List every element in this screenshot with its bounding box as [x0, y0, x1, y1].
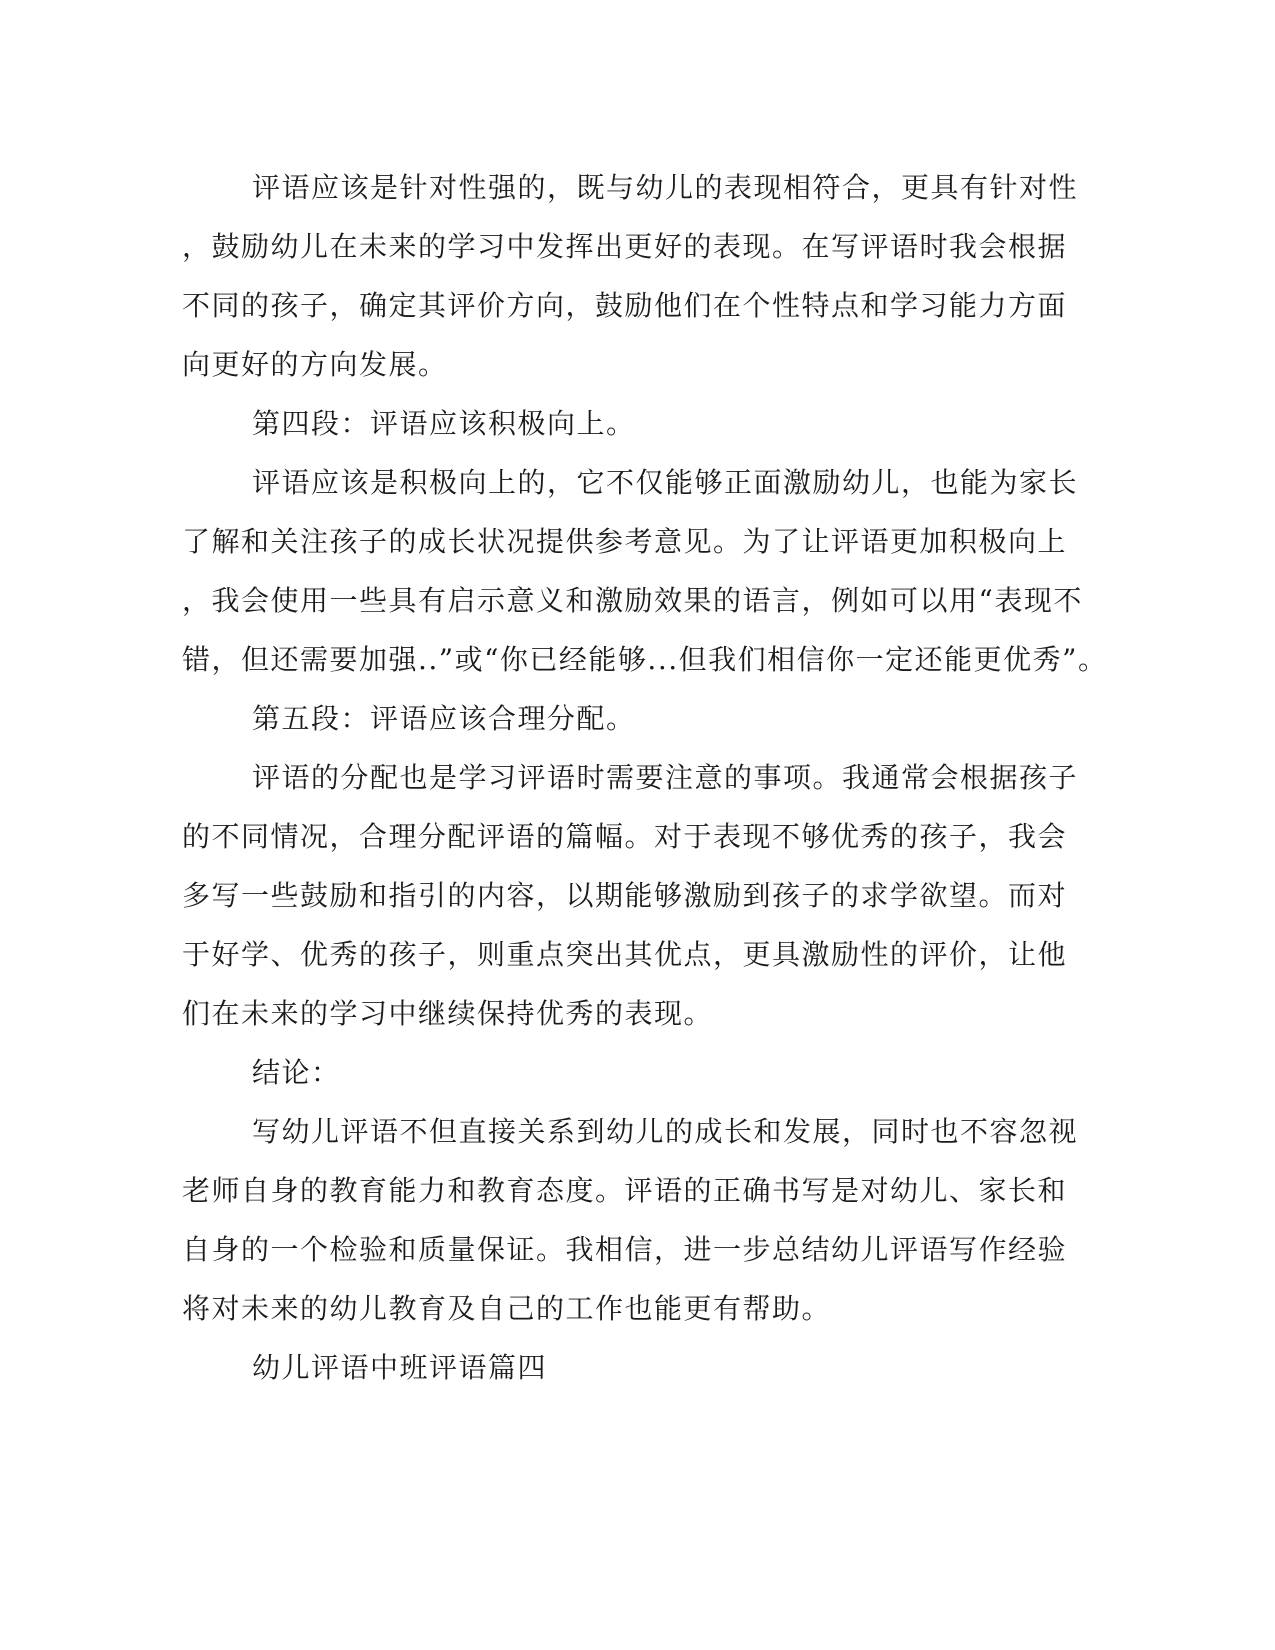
paragraph-conclusion	[182, 1102, 1079, 1338]
paragraph-line: ，我会使用一些具有启示意义和激励效果的语言，例如可以用“表现不	[182, 584, 1083, 617]
paragraph-targeted-comments	[182, 158, 1079, 394]
paragraph-line: 写幼儿评语不但直接关系到幼儿的成长和发展，同时也不容忽视	[252, 1115, 1079, 1148]
paragraph-line: 多写一些鼓励和指引的内容，以期能够激励到孩子的求学欲望。而对	[182, 879, 1068, 912]
paragraph-line: 们在未来的学习中继续保持优秀的表现。	[182, 997, 714, 1030]
paragraph-line: 评语应该是针对性强的，既与幼儿的表现相符合，更具有针对性	[252, 171, 1079, 204]
paragraph-line: 老师自身的教育能力和教育态度。评语的正确书写是对幼儿、家长和	[182, 1174, 1068, 1207]
paragraph-line: ，鼓励幼儿在未来的学习中发挥出更好的表现。在写评语时我会根据	[182, 230, 1068, 263]
section-heading: 结论：	[252, 1056, 341, 1089]
paragraph-line: 评语应该是积极向上的，它不仅能够正面激励幼儿，也能为家长	[252, 466, 1079, 499]
section-heading: 第五段：评语应该合理分配。	[252, 702, 636, 735]
conclusion-heading	[182, 1043, 1034, 1102]
paragraph-positive-comments	[182, 453, 1108, 689]
next-section-title	[182, 1338, 1034, 1397]
paragraph-line: 向更好的方向发展。	[182, 348, 448, 381]
section-heading-five	[182, 689, 1034, 748]
paragraph-line: 自身的一个检验和质量保证。我相信，进一步总结幼儿评语写作经验	[182, 1233, 1068, 1266]
section-heading-four	[182, 394, 1034, 453]
document-body	[182, 158, 1108, 1397]
paragraph-comment-allocation	[182, 748, 1079, 1043]
paragraph-line: 将对未来的幼儿教育及自己的工作也能更有帮助。	[182, 1292, 832, 1325]
paragraph-line: 不同的孩子，确定其评价方向，鼓励他们在个性特点和学习能力方面	[182, 289, 1068, 322]
paragraph-line: 错，但还需要加强..”或“你已经能够...但我们相信你一定还能更优秀”。	[182, 643, 1108, 676]
paragraph-line: 于好学、优秀的孩子，则重点突出其优点，更具激励性的评价，让他	[182, 938, 1068, 971]
paragraph-line: 的不同情况，合理分配评语的篇幅。对于表现不够优秀的孩子，我会	[182, 820, 1068, 853]
paragraph-line: 了解和关注孩子的成长状况提供参考意见。为了让评语更加积极向上	[182, 525, 1068, 558]
paragraph-line: 评语的分配也是学习评语时需要注意的事项。我通常会根据孩子	[252, 761, 1079, 794]
section-heading: 幼儿评语中班评语篇四	[252, 1351, 548, 1384]
section-heading: 第四段：评语应该积极向上。	[252, 407, 636, 440]
